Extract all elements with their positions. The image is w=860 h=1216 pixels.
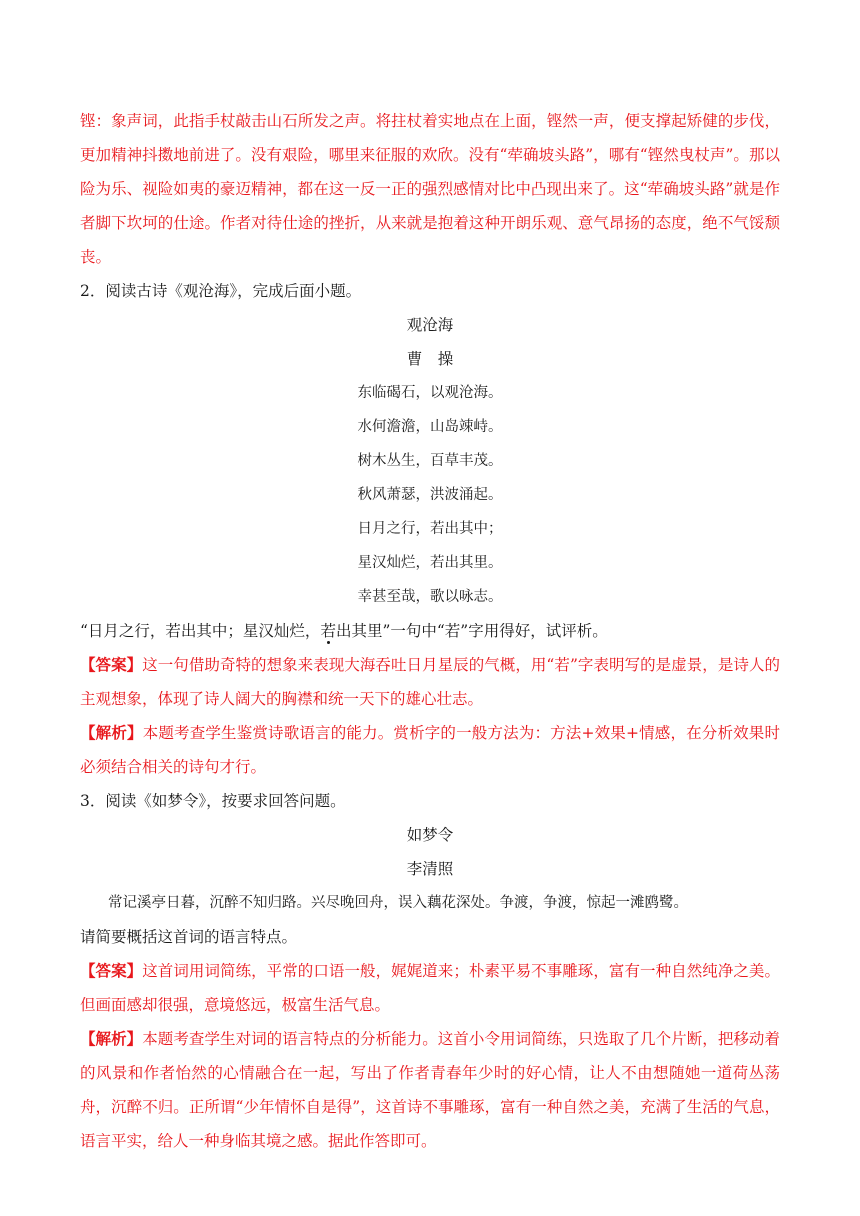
question-3-analysis — [80, 1022, 780, 1158]
analysis-continuation: 铿：象声词，此指手杖敲击山石所发之声。将拄杖着实地点在上面，铿然一声，便支撑起矫健的步伐，更加精神抖擞地前进了。没有艰险，哪里来征服的欢欣。没有“荦确坡头路”，哪有“铿然曳杖声”。那以险为乐、视险如夷的豪迈精神，都在这一反一正的强烈感情对比中凸现出来了。这“荦确坡头路”就是作者脚下坎坷的仕途。作者对待仕途的挫折，从来就是抱着这种开朗乐观、意气昂扬的态度，绝不气馁颓丧。 — [80, 112, 780, 266]
poem-line: 秋风萧瑟，洪波涌起。 — [357, 487, 503, 503]
question-2-analysis — [80, 716, 780, 784]
question-text-part: 出其里”一句中“若”字用得好，试评析。 — [335, 622, 608, 640]
poem-line: 星汉灿烂，若出其里。 — [357, 555, 503, 571]
answer-label: 【答案】 — [80, 655, 143, 674]
analysis-label: 【解析】 — [80, 1029, 143, 1048]
question-text-part: “日月之行，若出其中；星汉灿烂， — [80, 622, 321, 640]
question-2-prompt: 2．阅读古诗《观沧海》，完成后面小题。 — [80, 282, 362, 300]
analysis-label: 【解析】 — [80, 723, 143, 742]
answer-label: 【答案】 — [80, 961, 143, 980]
poem-author: 曹 操 — [406, 350, 454, 368]
poem-line: 树木丛生，百草丰茂。 — [357, 453, 503, 469]
poem-title: 如梦令 — [406, 826, 454, 844]
question-2-question — [80, 614, 780, 648]
question-3-prompt: 3．阅读《如梦令》，按要求回答问题。 — [80, 792, 346, 810]
answer-text: 这首词用词简练，平常的口语一般，娓娓道来；朴素平易不事雕琢，富有一种自然纯净之美。但画面感却很强，意境悠远，极富生活气息。 — [80, 962, 780, 1014]
poem-line: 水何澹澹，山岛竦峙。 — [357, 419, 503, 435]
poem-author: 李清照 — [406, 860, 454, 878]
answer-text: 这一句借助奇特的想象来表现大海吞吐日月星辰的气概，用“若”字表明写的是虚景，是诗人的主观想象，体现了诗人阔大的胸襟和统一天下的雄心壮志。 — [80, 656, 780, 708]
document-page — [80, 104, 780, 1158]
emphasized-char: 若 — [320, 622, 336, 640]
poem-title: 观沧海 — [406, 316, 454, 334]
poem-line: 幸甚至哉，歌以咏志。 — [357, 589, 503, 605]
question-3-answer — [80, 954, 780, 1022]
question-2-answer — [80, 648, 780, 716]
analysis-text: 本题考查学生鉴赏诗歌语言的能力。赏析字的一般方法为：方法+效果+情感，在分析效果时必须结合相关的诗句才行。 — [80, 724, 780, 776]
poem-line: 日月之行，若出其中； — [357, 521, 503, 537]
poem-line: 东临碣石，以观沧海。 — [357, 385, 503, 401]
question-3-question: 请简要概括这首词的语言特点。 — [80, 928, 298, 946]
poem-body: 常记溪亭日暮，沉醉不知归路。兴尽晚回舟，误入藕花深处。争渡，争渡，惊起一滩鸥鹭。 — [108, 895, 688, 911]
analysis-text: 本题考查学生对词的语言特点的分析能力。这首小令用词简练，只选取了几个片断，把移动着的风景和作者怡然的心情融合在一起，写出了作者青春年少时的好心情，让人不由想随她一道荷丛荡舟，沉醉不归。正所谓“少年情怀自是得”，这首诗不事雕琢，富有一种自然之美，充满了生活的气息，语言平实，给人一种身临其境之感。据此作答即可。 — [80, 1030, 780, 1150]
